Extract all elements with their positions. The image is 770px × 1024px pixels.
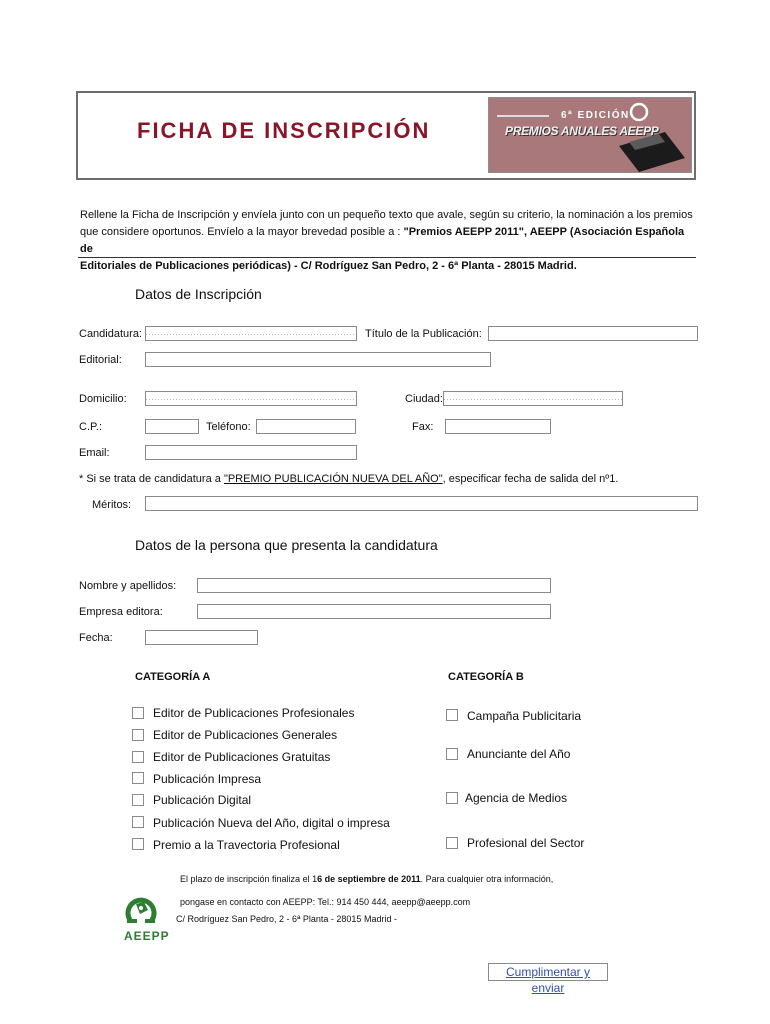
intro-line-2 [80,224,695,258]
checkbox-editor-gratuitas[interactable] [132,751,144,763]
intro-text [80,207,695,275]
option-editor-generales: Editor de Publicaciones Generales [153,728,338,742]
footer-line-1-suffix: . Para cualquier otra información, [420,874,554,884]
option-publicacion-impresa: Publicación Impresa [153,772,262,786]
label-candidatura: Candidatura: [79,328,142,340]
categoria-a-title: CATEGORÍA A [135,671,211,683]
checkbox-anunciante[interactable] [446,748,458,760]
option-agencia-medios: Agencia de Medios [465,791,568,805]
checkbox-trayectoria[interactable] [132,838,144,850]
footer-deadline-date: 6 de septiembre de 2011 [317,874,421,884]
note-prefix: * Si se trata de candidatura a [79,473,224,485]
option-profesional-sector: Profesional del Sector [467,836,585,850]
categoria-b-title: CATEGORÍA B [448,671,524,683]
checkbox-editor-generales[interactable] [132,729,144,741]
section-heading-inscripcion: Datos de Inscripción [135,286,262,302]
option-trayectoria: Premio a la Travectoria Profesional [153,838,340,852]
label-empresa: Empresa editora: [79,606,163,618]
checkbox-agencia-medios[interactable] [446,792,458,804]
editorial-field[interactable] [145,352,491,367]
note-award-name: "PREMIO PUBLICACIÓN NUEVA DEL AÑO" [223,473,443,485]
submit-button[interactable]: Cumplimentar y enviar [488,963,608,981]
telefono-field[interactable] [256,419,356,434]
option-editor-gratuitas: Editor de Publicaciones Gratuitas [153,750,331,764]
intro-line-2-plain: que considere oportunos. Envíelo a la mayor brevedad posible a : [80,226,404,238]
label-cp: C.P.: [79,421,103,433]
section-heading-persona: Datos de la persona que presenta la candidatura [135,537,438,553]
candidatura-field[interactable] [145,326,357,341]
checkbox-publicacion-impresa[interactable] [132,772,144,784]
label-email: Email: [79,447,110,459]
cp-field[interactable] [145,419,199,434]
label-ciudad: Ciudad: [405,393,443,405]
option-anunciante: Anunciante del Año [467,747,571,761]
checkbox-profesional-sector[interactable] [446,837,458,849]
banner-edition: 6ª EDICIÓN [561,110,630,121]
nombre-field[interactable] [197,578,551,593]
label-domicilio: Domicilio: [79,393,127,405]
label-meritos: Méritos: [92,499,132,511]
label-telefono: Teléfono: [206,421,251,433]
ciudad-field[interactable] [443,391,623,406]
intro-line-3-bold: Editoriales de Publicaciones periódicas) - C/ Rodríguez San Pedro, 2 - 6ª Planta - 28015 Madrid. [80,260,577,272]
aeepp-logo-icon [124,892,158,926]
note-suffix: , especificar fecha de salida del nº1. [442,473,619,485]
checkbox-editor-profesionales[interactable] [132,707,144,719]
awards-banner [488,97,692,173]
label-titulo-publicacion: Título de la Publicación: [365,328,482,340]
checkbox-campana-publicitaria[interactable] [446,709,458,721]
option-publicacion-nueva: Publicación Nueva del Año, digital o impresa [153,816,390,830]
intro-line-3 [80,258,695,275]
option-campana-publicitaria: Campaña Publicitaria [467,709,582,723]
option-editor-profesionales: Editor de Publicaciones Profesionales [153,706,355,720]
email-field[interactable] [145,445,357,460]
checkbox-publicacion-digital[interactable] [132,794,144,806]
footer-contact: pongase en contacto con AEEPP: Tel.: 914 450 444, aeepp@aeepp.com [180,897,471,907]
domicilio-field[interactable] [145,391,357,406]
label-nombre: Nombre y apellidos: [79,580,177,592]
fax-field[interactable] [445,419,551,434]
empresa-field[interactable] [197,604,551,619]
fecha-field[interactable] [145,630,258,645]
intro-line-2-bold: "Premios AEEPP 2011", AEEPP (Asociación Española de [80,226,685,255]
label-editorial: Editorial: [79,354,122,366]
new-publication-note [79,473,619,485]
footer-line-1-prefix: El plazo de inscripción finaliza el 1 [180,874,318,884]
footer-address: C/ Rodríguez San Pedro, 2 - 6ª Planta - 28015 Madrid - [176,914,397,924]
aeepp-logo-text: AEEPP [124,929,170,943]
footer-deadline [180,871,553,887]
intro-line-1: Rellene la Ficha de Inscripción y envíela junto con un pequeño texto que avale, según su criterio, la nominación a los premios [80,209,693,221]
label-fecha: Fecha: [79,632,113,644]
form-title: FICHA DE INSCRIPCIÓN [137,118,431,143]
divider [78,257,696,258]
label-fax: Fax: [412,421,434,433]
meritos-field[interactable] [145,496,698,511]
checkbox-publicacion-nueva[interactable] [132,816,144,828]
titulo-publicacion-field[interactable] [488,326,698,341]
banner-name: PREMIOS ANUALES AEEPP [505,124,659,138]
option-publicacion-digital: Publicación Digital [153,793,252,807]
